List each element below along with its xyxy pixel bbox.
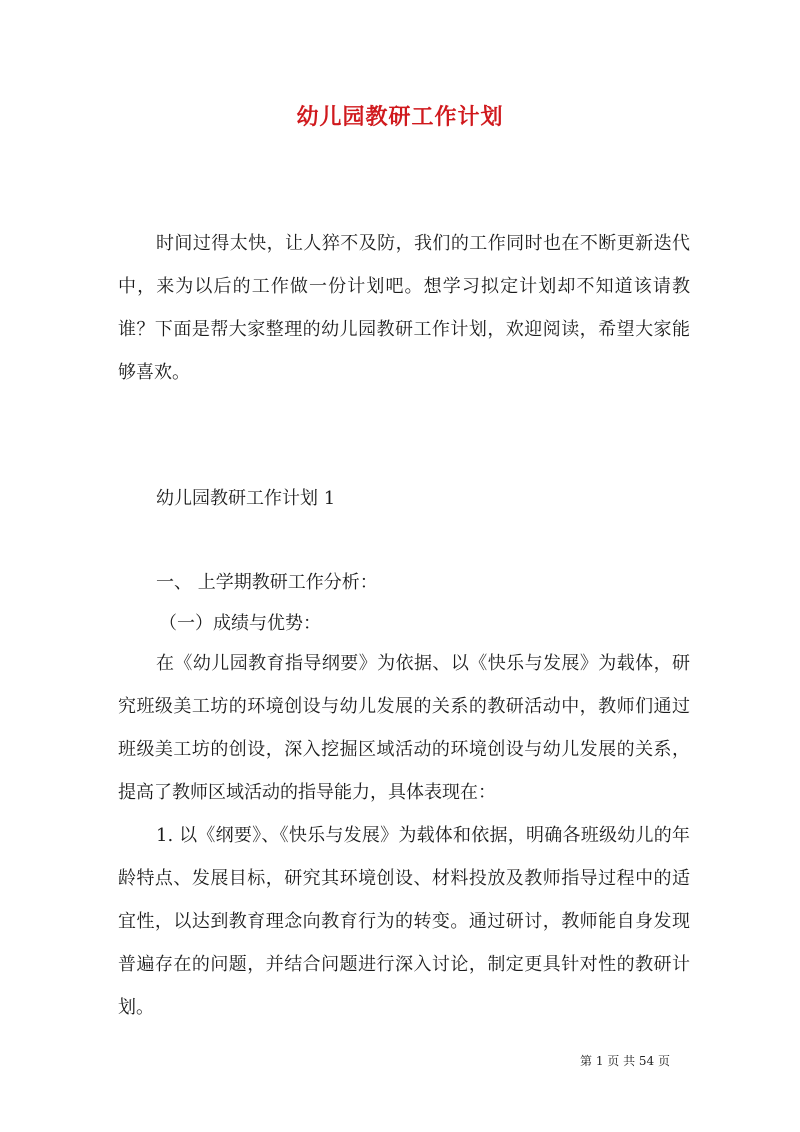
page-number: 第 1 页 共 54 页 bbox=[580, 1054, 670, 1068]
heading-achievements: （一）成绩与优势： bbox=[159, 613, 321, 634]
intro-paragraph: 时间过得太快，让人猝不及防，我们的工作同时也在不断更新迭代中，来为以后的工作做一份计划吧。想学习拟定计划却不知道该请教谁？下面是帮大家整理的幼儿园教研工作计划，欢迎阅读，希望大家能够喜欢。 bbox=[118, 233, 690, 383]
body-paragraph-2: 1. 以《纲要》、《快乐与发展》为载体和依据，明确各班级幼儿的年龄特点、发展目标，研究其环境创设、材料投放及教师指导过程中的适宜性，以达到教育理念向教育行为的转变。通过研讨，教师能自身发现普遍存在的问题，并结合问题进行深入讨论，制定更具针对性的教研计划。 bbox=[118, 825, 690, 1018]
section-title: 幼儿园教研工作计划 1 bbox=[156, 488, 336, 509]
body-paragraph-1: 在《幼儿园教育指导纲要》为依据、以《快乐与发展》为载体，研究班级美工坊的环境创设与幼儿发展的关系的教研活动中，教师们通过班级美工坊的创设，深入挖掘区域活动的环境创设与幼儿发展的关系，提高了教师区域活动的指导能力，具体表现在： bbox=[118, 653, 690, 803]
heading-analysis: 一、 上学期教研工作分析： bbox=[156, 572, 378, 593]
document-title: 幼儿园教研工作计划 bbox=[296, 104, 504, 130]
